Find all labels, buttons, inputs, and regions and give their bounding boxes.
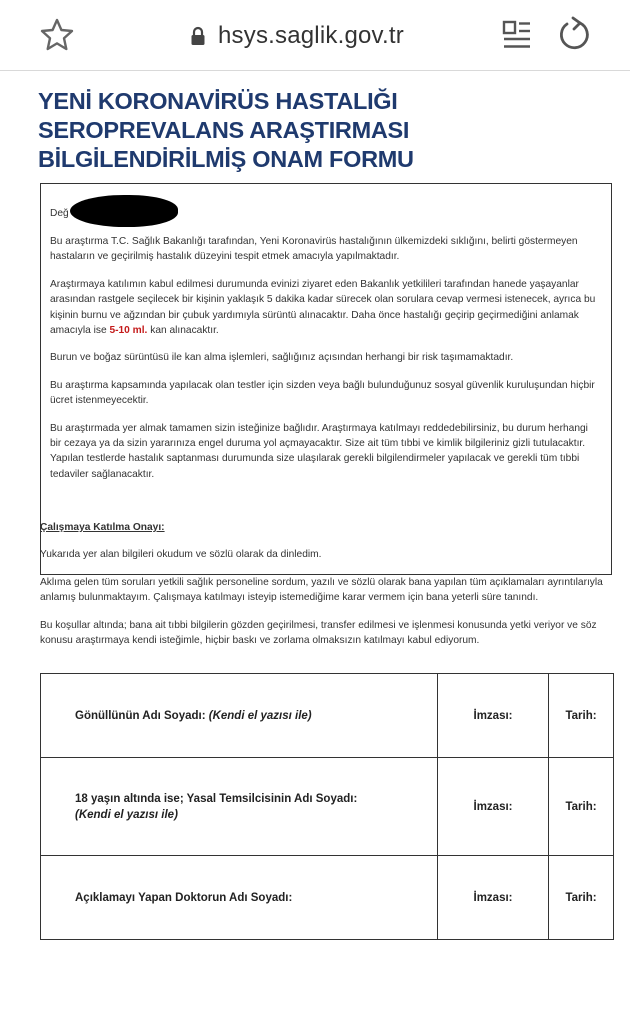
consent-heading: Çalışmaya Katılma Onayı: xyxy=(40,522,165,533)
consent-paragraph: Yukarıda yer alan bilgileri okudum ve sözlü olarak da dinledim. xyxy=(40,549,322,561)
signature-cell: İmzası: xyxy=(438,674,549,758)
information-box xyxy=(40,183,612,575)
handwriting-note: (Kendi el yazısı ile) xyxy=(208,709,312,722)
table-row xyxy=(41,674,614,758)
consent-section xyxy=(40,520,612,660)
procedure-text: Araştırmaya katılımın kabul edilmesi durumunda evinizi ziyaret eden Bakanlık yetkilileri tarafından hanede yaşayanlar arasından rastgele seçilecek bir kişinin yaklaşık 5 dakika kadar sürecek olan sorulara cevap vermesi istenecek, ayrıca bu kişinin burnu ve ağzından bir çubuk yardımıyla sürüntü alınacaktır. Daha önce hastalığı geçirip geçirmediğini anlamak amacıyla ise xyxy=(50,278,596,337)
consent-paragraph: Aklıma gelen tüm soruları yetkili sağlık personeline sordum, yazılı ve sözlü olarak bana yapılan tüm açıklamaları ayrıntılarıyla anlamış bulunmaktayım. Çalışmaya katılmayı isteyip istemediğime karar vermem için bana yeterli süre tanındı. xyxy=(40,576,603,604)
paragraph-voluntary: Bu araştırmada yer almak tamamen sizin isteğinize bağlıdır. Araştırmaya katılmayı reddedebilirsiniz, bu durum herhangi bir cezaya ya da sizin yararınıza engel duruma yol açmayacaktır. Size ait tüm tıbbi ve kimlik bilgileriniz gizli tutulacaktır. Yapılan testlerde hastalık saptanması durumunda size ulaşılarak gerekli bilgilendirmeler yapılacak ve gerekli tüm tıbbi tedaviler sağlanacaktır. xyxy=(50,422,588,480)
browser-toolbar xyxy=(0,0,630,71)
paragraph-purpose: Bu araştırma T.C. Sağlık Bakanlığı tarafından, Yeni Koronavirüs hastalığının ülkemizdeki sıklığını, belirti göstermeyen hastaların ve geçirilmiş hastalık düzeyini tespit etmek amacıyla yapılmaktadır. xyxy=(50,236,578,263)
table-row xyxy=(41,758,614,856)
redaction-mark xyxy=(70,195,178,227)
reader-mode-icon[interactable] xyxy=(500,18,534,52)
date-cell: Tarih: xyxy=(549,674,614,758)
reload-icon[interactable] xyxy=(553,15,593,55)
consent-paragraph: Bu koşullar altında; bana ait tıbbi bilgilerin gözden geçirilmesi, transfer edilmesi ve işlenmesi konusunda yetki veriyor ve söz konusu araştırmaya kendi isteğimle, hiçbir baskı ve zorlama olmaksızın katılmayı kabul ediyorum. xyxy=(40,619,597,647)
procedure-text-end: kan alınacaktır. xyxy=(147,325,219,337)
document-title xyxy=(38,87,598,174)
star-icon[interactable] xyxy=(38,16,76,54)
blood-amount: 5-10 ml. xyxy=(109,325,148,337)
title-line: SEROPREVALANS ARAŞTIRMASI xyxy=(38,117,410,143)
name-cell: Açıklamayı Yapan Doktorun Adı Soyadı: xyxy=(41,856,438,940)
lock-icon xyxy=(190,26,206,46)
date-cell: Tarih: xyxy=(549,758,614,856)
name-cell xyxy=(41,674,438,758)
greeting xyxy=(50,206,601,222)
handwriting-note: (Kendi el yazısı ile) xyxy=(75,808,178,821)
paragraph-procedure xyxy=(50,277,601,339)
table-row xyxy=(41,856,614,940)
paragraph-cost: Bu araştırma kapsamında yapılacak olan testler için sizden veya bağlı bulunduğunuz sosyal güvenlik kuruluşundan hiçbir ücret istenmeyecektir. xyxy=(50,379,595,407)
url-text: hsys.saglik.gov.tr xyxy=(218,22,404,49)
signature-table xyxy=(40,673,614,940)
date-cell: Tarih: xyxy=(549,856,614,940)
name-cell xyxy=(41,758,438,856)
greeting-text: Değ xyxy=(50,208,69,219)
paragraph-risk: Burun ve boğaz sürüntüsü ile kan alma işlemleri, sağlığınız açısından herhangi bir risk taşımamaktadır. xyxy=(50,352,514,364)
name-label: Gönüllünün Adı Soyadı: xyxy=(75,709,209,722)
title-line: BİLGİLENDİRİLMİŞ ONAM FORMU xyxy=(38,146,414,172)
address-bar[interactable] xyxy=(190,21,404,51)
title-line: YENİ KORONAVİRÜS HASTALIĞI xyxy=(38,88,398,114)
signature-cell: İmzası: xyxy=(438,758,549,856)
signature-cell: İmzası: xyxy=(438,856,549,940)
name-label: 18 yaşın altında ise; Yasal Temsilcisinin Adı Soyadı: xyxy=(75,792,358,805)
